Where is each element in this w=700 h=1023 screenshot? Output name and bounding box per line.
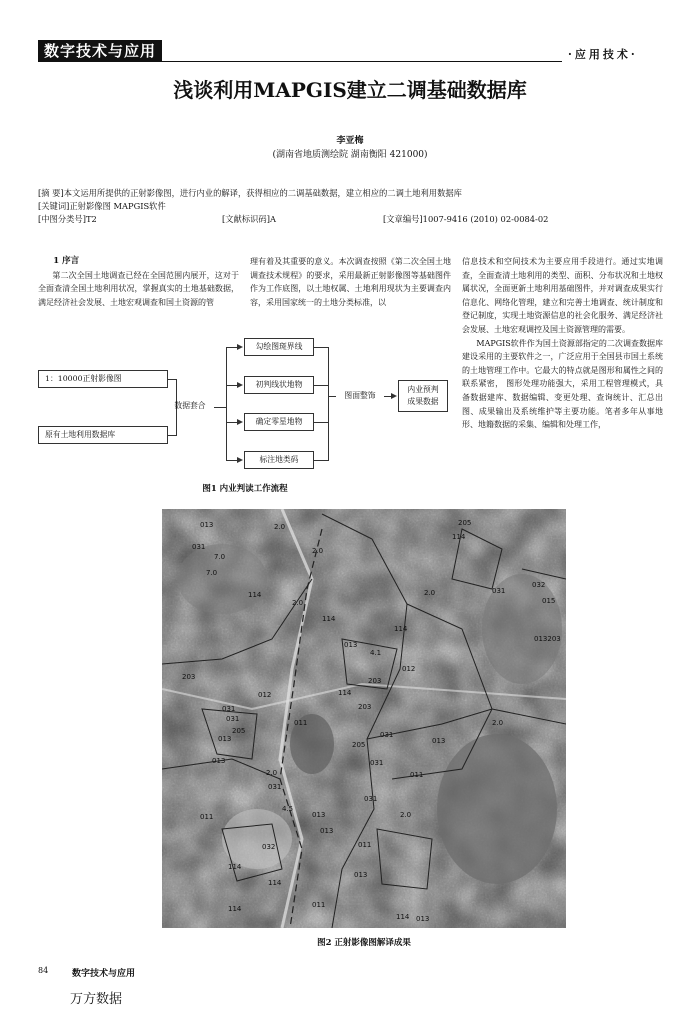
- keywords: [38, 200, 166, 213]
- connector: [328, 347, 329, 461]
- map-label: 015: [542, 597, 556, 605]
- map-label: 205: [232, 727, 246, 735]
- masthead-rule: [38, 61, 562, 62]
- map-label: 012: [402, 665, 416, 673]
- map-label: 2.0: [424, 589, 436, 597]
- map-label: 032: [532, 581, 546, 589]
- map-label: 013: [200, 521, 214, 529]
- map-label: 011: [200, 813, 214, 821]
- column-1-text: 第二次全国土地调查已经在全国范围内展开，这对于全面查清全国土地利用状况，掌握真实的土地基础数据，满足经济社会发展、土地宏观调查和国土资源的管: [38, 270, 239, 307]
- map-label: 011: [410, 771, 424, 779]
- journal-masthead: 数字技术与应用: [38, 40, 162, 62]
- map-label: 2.0: [492, 719, 504, 727]
- map-label: 011: [358, 841, 372, 849]
- figure-2-caption: 图2 正射影像图解译成果: [317, 938, 411, 948]
- flow-map-arrangement: 图面整饰: [344, 391, 376, 400]
- connector: [314, 422, 328, 423]
- flow-data-overlay: 数据套合: [174, 401, 206, 410]
- arrow-icon: [237, 419, 243, 425]
- map-label: 7.0: [214, 553, 226, 561]
- map-label: 013: [312, 811, 326, 819]
- connector: [314, 385, 328, 386]
- map-label: 011: [294, 719, 308, 727]
- abstract-label: [摘 要]: [38, 188, 64, 198]
- map-label: 205: [352, 741, 366, 749]
- map-label: 031: [364, 795, 378, 803]
- map-label: 013: [432, 737, 446, 745]
- map-label: 203: [182, 673, 196, 681]
- flow-result-line-2: 成果数据: [407, 397, 439, 406]
- flow-step-scattered-features: 确定零星地物: [244, 413, 314, 431]
- abstract: [38, 187, 462, 200]
- connector: [214, 407, 226, 408]
- watermark: 万方数据: [70, 992, 123, 1007]
- figure-1-caption: 图1 内业判读工作流程: [202, 484, 288, 494]
- flow-input-land-database: 原有土地利用数据库: [38, 426, 168, 444]
- article-number: [文章编号]1007-9416 (2010) 02-0084-02: [383, 214, 549, 224]
- map-label: 114: [228, 863, 242, 871]
- map-label: 203: [368, 677, 382, 685]
- map-label: 7.0: [206, 569, 218, 577]
- map-label: 205: [458, 519, 472, 527]
- connector: [226, 347, 227, 460]
- keywords-text: 正射影像图 MAPGIS软件: [69, 201, 166, 211]
- clc-number: [中图分类号]T2: [38, 214, 97, 224]
- flow-result: [398, 380, 448, 412]
- connector: [314, 460, 328, 461]
- map-label: 114: [394, 625, 408, 633]
- map-label: 011: [312, 901, 326, 909]
- section-heading: 1 序言: [53, 256, 80, 266]
- map-label: 114: [322, 615, 336, 623]
- map-label: 114: [338, 689, 352, 697]
- flow-step-land-class-codes: 标注地类码: [244, 451, 314, 469]
- page-number: 84: [38, 966, 49, 975]
- map-label: 114: [268, 879, 282, 887]
- map-label: 031: [192, 543, 206, 551]
- map-label: 2.0: [292, 599, 304, 607]
- map-label: 114: [452, 533, 466, 541]
- map-label: 013: [320, 827, 334, 835]
- map-label: 013: [354, 871, 368, 879]
- affiliation: (湖南省地质测绘院 湖南衡阳 421000): [272, 150, 428, 160]
- column-2-text: 理有着及其重要的意义。本次调查按照《第二次全国土地调查技术规程》的要求，采用最新正射影像图等基础图件作为工作底图，以土地权属、土地利用现状为主要调查内容，采用国家统一的土地分类标准，以: [250, 257, 451, 307]
- map-label: 013: [344, 641, 358, 649]
- map-label: 4.5: [282, 805, 294, 813]
- map-label: 114: [396, 913, 410, 921]
- flow-step-outline-patches: 勾绘图斑界线: [244, 338, 314, 356]
- flow-input-image: 1：10000正射影像图: [38, 370, 168, 388]
- flow-step-linear-features: 初判线状地物: [244, 376, 314, 394]
- map-label: 114: [248, 591, 262, 599]
- map-label: 013203: [534, 635, 561, 643]
- connector: [314, 347, 328, 348]
- arrow-icon: [237, 457, 243, 463]
- arrow-icon: [391, 393, 397, 399]
- map-label: 2.0: [312, 547, 324, 555]
- flow-result-line-1: 内业预判: [407, 385, 439, 394]
- map-label: 203: [358, 703, 372, 711]
- map-label: 4.1: [370, 649, 382, 657]
- map-label: 2.0: [274, 523, 286, 531]
- map-label: 013: [212, 757, 226, 765]
- keywords-label: [关键词]: [38, 201, 70, 211]
- map-label: 031: [380, 731, 394, 739]
- column-3-para-1: 信息技术和空间技术为主要应用手段进行。通过实地调查，全面查清土地利用的类型、面积、分布状况和土地权属状况，全面更新土地利用基础图件，并对调查成果实行信息化、网络化管理，建立和完善土地调查、统计制度和登记制度，实现土地资源信息的社会化服务、满足经济社会发展、土地宏观调控及国土资源管理的需要。: [462, 257, 663, 334]
- arrow-icon: [237, 344, 243, 350]
- footer-journal: 数字技术与应用: [72, 969, 136, 979]
- map-label: 031: [492, 587, 506, 595]
- map-label: 2.0: [400, 811, 412, 819]
- map-label: 012: [258, 691, 272, 699]
- label-layer: [162, 509, 566, 928]
- map-label: 031: [226, 715, 240, 723]
- connector: [328, 396, 336, 397]
- section-tag: ·应用技术·: [568, 48, 638, 61]
- author: 李亚梅: [336, 136, 364, 146]
- flowchart: [38, 336, 452, 476]
- article-title: 浅谈利用MAPGIS建立二调基础数据库: [173, 78, 527, 102]
- abstract-text: 本文运用所提供的正射影像图，进行内业的解译，获得相应的二调基础数据，建立相应的二调土地利用数据库: [63, 188, 462, 198]
- column-1: [38, 255, 239, 309]
- orthophoto-figure: [162, 509, 566, 928]
- map-label: 031: [370, 759, 384, 767]
- map-label: 013: [416, 915, 430, 923]
- map-label: 032: [262, 843, 276, 851]
- map-label: 114: [228, 905, 242, 913]
- arrow-icon: [237, 382, 243, 388]
- map-label: 013: [218, 735, 232, 743]
- map-label: 2.0: [266, 769, 278, 777]
- map-label: 031: [268, 783, 282, 791]
- connector: [168, 379, 176, 380]
- document-code: [文献标识码]A: [222, 214, 276, 224]
- map-label: 031: [222, 705, 236, 713]
- column-3: [462, 255, 663, 432]
- column-3-para-2: MAPGIS软件作为国土资源部指定的二次调查数据库建设采用的主要软件之一，广泛应用于全国县市国土系统的土地管理工作中。它最大的特点就是图形和属性之间的联系紧密， 图形处理功能强大，采用工程管理模式，具备数据建库、数据编辑、变更处理、查询统计、汇总出图、成果输出及系统维护等主要功能。笔者多年从事地形、地籍数据的采集、编辑和处理工作，: [462, 338, 663, 430]
- column-2: [250, 255, 451, 309]
- connector: [168, 435, 176, 436]
